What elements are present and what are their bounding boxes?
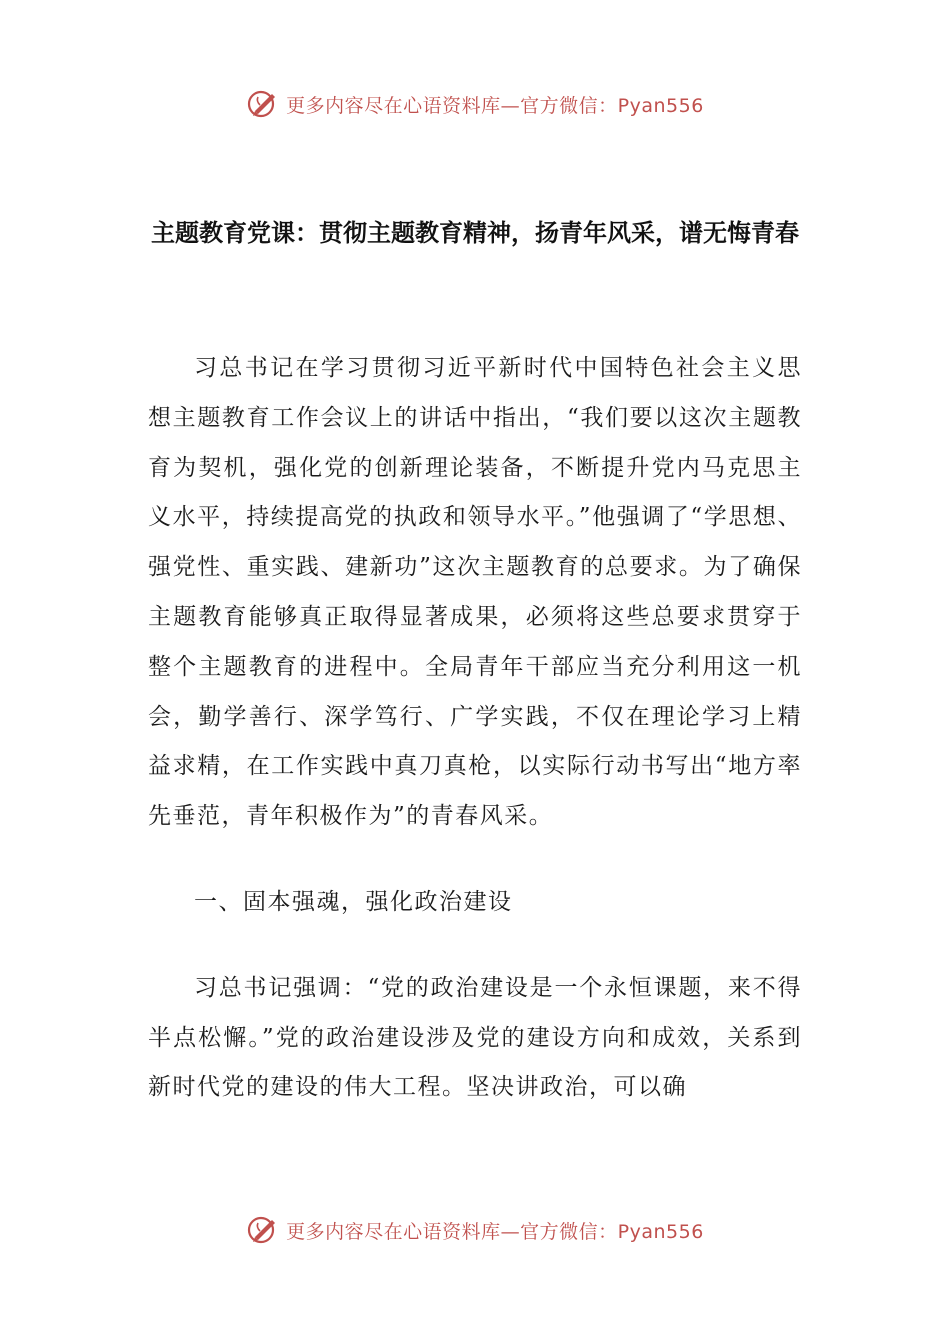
section-heading: 一、固本强魂，强化政治建设 xyxy=(194,888,513,915)
watermark-label: 更多内容尽在心语资料库—官方微信： xyxy=(286,1220,618,1243)
wechat-id: Pyan556 xyxy=(617,1220,704,1243)
document-body xyxy=(148,344,802,1113)
watermark-label: 更多内容尽在心语资料库—官方微信： xyxy=(286,94,618,117)
paragraph-section-1: 习总书记强调：“党的政治建设是一个永恒课题，来不得半点松懈。”党的政治建设涉及党的建设方向和成效，关系到新时代党的建设的伟大工程。坚决讲政治，可以确 xyxy=(148,974,802,1101)
paragraph-intro: 习总书记在学习贯彻习近平新时代中国特色社会主义思想主题教育工作会议上的讲话中指出，“我们要以这次主题教育为契机，强化党的创新理论装备，不断提升党内马克思主义水平，持续提高党的执政和领导水平。”他强调了“学思想、强党性、重实践、建新功”这次主题教育的总要求。为了确保主题教育能够真正取得显著成果，必须将这些总要求贯穿于整个主题教育的进程中。全局青年干部应当充分利用这一机会，勤学善行、深学笃行、广学实践，不仅在理论学习上精益求精，在工作实践中真刀真枪，以实际行动书写出“地方率先垂范，青年积极作为”的青春风采。 xyxy=(148,355,802,830)
header-watermark-banner xyxy=(0,84,950,124)
wechat-id: Pyan556 xyxy=(617,94,704,117)
watermark-text xyxy=(286,91,704,118)
watermark-text xyxy=(286,1217,704,1244)
document-title: 主题教育党课：贯彻主题教育精神，扬青年风采，谱无悔青春 xyxy=(151,219,799,247)
footer-watermark-banner xyxy=(0,1210,950,1250)
pen-logo-icon xyxy=(246,1213,280,1247)
pen-logo-icon xyxy=(246,87,280,121)
